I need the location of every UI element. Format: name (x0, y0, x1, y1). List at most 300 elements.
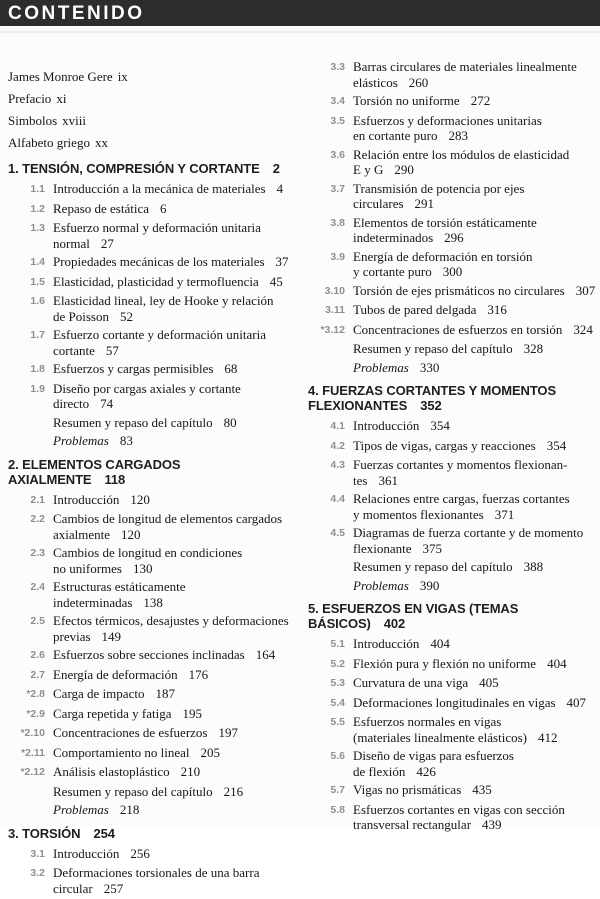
item-number: 4.3 (330, 459, 345, 471)
chapter-page-number: 402 (383, 616, 406, 631)
chapter-heading-text: 5. ESFUERZOS EN VIGAS (TEMAS BÁSICOS) (308, 601, 519, 631)
item-line-text: flexionante (353, 540, 412, 556)
item-text (353, 559, 543, 575)
toc-columns (0, 33, 600, 899)
item-text (353, 656, 567, 673)
front-matter-text: Simbolos (8, 113, 58, 128)
item-page-number: 324 (573, 321, 593, 337)
item-page-number: 68 (224, 361, 238, 376)
item-line-text: Análisis elastoplástico (53, 764, 170, 779)
item-text-line (53, 629, 289, 645)
item-line-text: Introducción (53, 845, 120, 861)
item-text-line (353, 215, 537, 231)
toc-column-right (302, 33, 596, 899)
item-text-line (53, 181, 283, 197)
item-text-line (353, 764, 514, 780)
chapter-heading-line (308, 383, 596, 398)
chapter-heading-line (8, 457, 292, 487)
toc-item (308, 656, 596, 673)
item-line-text: Deformaciones longitudinales en vigas (353, 694, 556, 710)
item-text (53, 415, 237, 431)
item-text (53, 846, 150, 863)
item-text-line (53, 274, 283, 290)
toc-item (8, 274, 292, 291)
item-line-text: Estructuras estáticamente indeterminadas (53, 579, 186, 610)
item-number: 5.1 (330, 638, 345, 650)
item-text (53, 686, 175, 703)
item-text-line (53, 784, 243, 800)
item-text-line (53, 667, 208, 683)
item-text-line (353, 59, 577, 75)
item-page-number: 405 (479, 675, 499, 690)
item-text-line (53, 492, 150, 508)
item-line-text: no uniformes (53, 560, 122, 576)
item-line-text: Problemas (353, 359, 409, 375)
item-line-text: Flexión pura y flexión no uniforme (353, 655, 537, 671)
toc-item (308, 748, 596, 779)
item-page-number: 164 (255, 647, 276, 662)
item-text-line (353, 360, 439, 376)
item-page-number: 272 (470, 93, 491, 108)
item-text (353, 748, 514, 779)
item-number: 3.7 (330, 182, 345, 195)
item-page-number: 257 (103, 880, 124, 896)
item-number: 2.5 (30, 615, 45, 627)
item-text-line (53, 254, 289, 270)
item-text-line (53, 865, 259, 881)
item-number: 1.7 (30, 329, 45, 341)
item-text-line (353, 636, 450, 652)
item-text-line (53, 881, 259, 897)
item-line-text: tes (353, 472, 368, 488)
item-number: 5.4 (330, 696, 345, 709)
toc-item (308, 457, 596, 488)
toc-item (308, 438, 596, 455)
item-page-number: 6 (160, 200, 167, 216)
item-page-number: 138 (143, 594, 163, 610)
item-line-text: Resumen y repaso del capítulo (353, 559, 513, 574)
item-text-line (353, 525, 583, 541)
item-text-line (53, 561, 242, 577)
item-text (353, 457, 567, 488)
item-text-line (53, 361, 237, 377)
toc-item (8, 415, 292, 431)
toc-item (308, 695, 596, 712)
toc-item (8, 764, 292, 781)
chapter-page-number: 2 (272, 161, 280, 176)
item-page-number: 210 (180, 764, 201, 779)
item-text-line (53, 201, 167, 217)
item-line-text: cortante (53, 342, 95, 358)
front-matter-page: xi (56, 91, 67, 106)
item-number (8, 784, 45, 800)
item-number: 1.6 (30, 295, 45, 307)
item-number: 5.6 (330, 750, 345, 762)
item-number: *2.12 (20, 766, 45, 778)
item-page-number: 52 (119, 308, 133, 324)
item-page-number: 120 (121, 526, 141, 542)
item-page-number: 296 (444, 230, 464, 245)
item-line-text: Esfuerzo normal y deformación unitaria (53, 220, 261, 235)
item-number: 4.4 (330, 493, 345, 505)
toc-item (308, 249, 596, 280)
item-number: *2.10 (20, 727, 45, 739)
item-line-text: transversal rectangular (353, 817, 472, 832)
item-text-line (53, 613, 289, 629)
item-text-line (353, 559, 543, 575)
item-page-number: 4 (276, 181, 284, 196)
item-text (53, 254, 289, 271)
item-text-line (353, 249, 533, 265)
item-page-number: 74 (100, 396, 114, 411)
item-line-text: Barras circulares de materiales linealmente (353, 59, 577, 74)
chapter-heading (8, 457, 292, 487)
item-text (353, 59, 577, 90)
toc-item (8, 784, 292, 800)
toc-item (308, 215, 596, 246)
item-text (53, 706, 202, 723)
chapter-heading-text: 3. TORSIÓN (8, 825, 81, 841)
item-text-line (353, 322, 593, 338)
item-number (308, 341, 345, 357)
item-text-line (353, 802, 565, 818)
toc-item (308, 302, 596, 319)
item-line-text: en cortante puro (353, 128, 438, 143)
item-number: 5.3 (330, 677, 345, 689)
item-line-text: Fuerzas cortantes y momentos flexionan- (353, 457, 568, 472)
item-text (53, 433, 133, 449)
item-line-text: Elasticidad, plasticidad y termofluencia (53, 273, 259, 289)
item-text-line (353, 675, 499, 691)
item-line-text: E y G (353, 162, 384, 177)
item-text-line (353, 341, 543, 357)
toc-column-left (8, 33, 302, 899)
toc-item (308, 59, 596, 90)
item-text (53, 361, 237, 378)
item-line-text: Resumen y repaso del capítulo (53, 414, 213, 430)
front-matter-line (8, 111, 292, 131)
item-text-line (353, 181, 524, 197)
toc-item (308, 181, 596, 212)
item-line-text: Esfuerzos cortantes en vigas con sección (353, 801, 565, 817)
item-page-number: 435 (472, 782, 492, 797)
toc-item (8, 802, 292, 818)
item-text-line (353, 438, 566, 454)
item-line-text: Esfuerzo cortante y deformación unitaria (53, 327, 266, 342)
item-text-line (353, 93, 490, 109)
item-text-line (353, 748, 514, 764)
page-title: CONTENIDO (8, 3, 145, 24)
item-text-line (353, 491, 570, 507)
item-number: 1.1 (30, 183, 45, 195)
item-text (353, 93, 490, 110)
item-number (8, 415, 45, 431)
item-line-text: elásticos (353, 74, 398, 90)
item-text (53, 545, 242, 576)
item-page-number: 354 (430, 418, 450, 433)
item-line-text: Concentraciones de esfuerzos en torsión (353, 321, 563, 337)
chapter-heading-text: 2. ELEMENTOS CARGADOS AXIALMENTE (8, 456, 181, 487)
item-text (353, 438, 566, 455)
item-number: 1.3 (30, 222, 45, 234)
item-page-number: 404 (547, 655, 567, 671)
item-line-text: Vigas no prismáticas (353, 782, 462, 797)
item-number: 3.6 (330, 148, 345, 161)
item-page-number: 404 (430, 636, 450, 651)
toc-item (8, 865, 292, 896)
item-page-number: 260 (408, 74, 429, 90)
toc-item (308, 559, 596, 575)
front-matter-page: xviii (62, 113, 86, 128)
item-number (308, 559, 345, 575)
item-page-number: 330 (419, 359, 440, 375)
item-number: 3.5 (330, 114, 345, 127)
item-line-text: Repaso de estática (53, 200, 150, 216)
item-text-line (353, 578, 439, 594)
item-line-text: Relación entre los módulos de elasticidad (353, 146, 570, 162)
item-text (53, 784, 243, 800)
front-matter-line (8, 133, 292, 153)
item-text-line (353, 695, 586, 711)
item-number: 3.2 (30, 867, 45, 879)
item-page-number: 300 (442, 264, 463, 279)
item-number: 2.4 (30, 581, 45, 593)
item-page-number: 354 (546, 437, 567, 453)
item-text-line (353, 473, 567, 489)
item-line-text: Relaciones entre cargas, fuerzas cortantes (353, 491, 570, 506)
item-page-number: 307 (575, 282, 596, 298)
toc-item (8, 201, 292, 218)
item-page-number: 388 (523, 559, 544, 574)
item-line-text: Elementos de torsión estáticamente (353, 214, 537, 230)
toc-item (308, 283, 596, 300)
item-line-text: circulares (353, 196, 404, 211)
item-line-text: Elasticidad lineal, ley de Hooke y relación (53, 293, 274, 308)
item-text (353, 636, 450, 653)
item-page-number: 283 (448, 128, 468, 143)
item-line-text: indeterminados (353, 230, 434, 245)
item-text (53, 865, 259, 896)
item-text-line (53, 802, 139, 818)
item-line-text: Deformaciones torsionales de una barra (53, 865, 260, 880)
item-page-number: 375 (422, 540, 442, 556)
chapter-heading-text: FLEXIONANTES (308, 398, 408, 413)
item-text (53, 579, 292, 610)
item-page-number: 371 (494, 506, 515, 522)
item-line-text: Carga de impacto (53, 686, 145, 701)
chapter-heading (308, 383, 596, 413)
toc-item (308, 802, 596, 833)
toc-item (8, 361, 292, 378)
item-text-line (53, 846, 150, 862)
front-matter-page: ix (117, 69, 128, 84)
item-page-number: 80 (223, 414, 237, 430)
item-line-text: Problemas (53, 433, 109, 448)
item-text (353, 249, 533, 280)
item-number: 1.2 (30, 202, 45, 215)
item-text-line (53, 381, 292, 412)
item-number: *2.11 (21, 746, 45, 759)
item-text (53, 613, 289, 644)
item-text (53, 201, 167, 218)
item-text (53, 802, 139, 818)
item-text-line (353, 418, 450, 434)
front-matter-line (8, 67, 292, 87)
toc-item (8, 293, 292, 324)
toc-item (8, 511, 292, 542)
item-text-line (53, 343, 266, 359)
item-text (353, 714, 557, 745)
item-number: 3.1 (30, 847, 45, 860)
item-line-text: Energía de deformación (53, 666, 178, 682)
item-line-text: de flexión (353, 763, 406, 779)
item-number (8, 802, 45, 818)
item-line-text: Esfuerzos sobre secciones inclinadas (53, 647, 245, 662)
item-number: 2.1 (30, 493, 45, 506)
item-line-text: (materiales linealmente elásticos) (353, 729, 527, 745)
front-matter-text: James Monroe Gere (8, 69, 113, 84)
chapter-heading-text: 1. TENSIÓN, COMPRESIÓN Y CORTANTE (8, 161, 260, 176)
item-text (353, 802, 565, 833)
item-text-line (53, 415, 237, 431)
chapter-page-number: 352 (420, 398, 442, 413)
item-page-number: 187 (155, 686, 175, 701)
toc-item (308, 113, 596, 144)
chapter-heading (8, 826, 292, 841)
item-text-line (353, 730, 557, 746)
item-text-line (353, 128, 542, 144)
item-text-line (353, 230, 537, 246)
item-page-number: 390 (419, 577, 440, 593)
item-text-line (53, 706, 202, 722)
item-line-text: Cambios de longitud de elementos cargados (53, 511, 283, 526)
toc-item (308, 147, 596, 178)
item-text-line (353, 714, 557, 730)
item-line-text: Esfuerzos normales en vigas (353, 714, 502, 729)
toc-item (308, 322, 596, 339)
item-line-text: y cortante puro (353, 264, 432, 279)
item-text-line (353, 162, 569, 178)
item-text-line (53, 527, 282, 543)
item-text-line (53, 545, 242, 561)
item-line-text: Curvatura de una viga (353, 675, 469, 690)
item-text (53, 667, 208, 684)
item-line-text: Introducción (353, 418, 420, 433)
item-text (353, 695, 586, 712)
item-line-text: Propiedades mecánicas de los materiales (53, 254, 265, 269)
item-line-text: Energía de deformación en torsión (353, 248, 533, 264)
item-text-line (353, 302, 507, 318)
toc-item (8, 667, 292, 684)
toc-item (8, 846, 292, 863)
toc-item (308, 418, 596, 435)
item-line-text: Diseño de vigas para esfuerzos (353, 748, 514, 763)
item-number: 1.8 (30, 363, 45, 375)
item-line-text: de Poisson (53, 308, 109, 324)
toc-item (308, 714, 596, 745)
item-line-text: previas (53, 628, 91, 644)
item-page-number: 290 (394, 162, 414, 177)
toc-item (8, 579, 292, 610)
item-number (308, 578, 345, 594)
toc-item (8, 725, 292, 742)
item-text-line (53, 511, 282, 527)
item-line-text: Tubos de pared delgada (353, 302, 477, 317)
item-page-number: 205 (200, 744, 220, 760)
item-line-text: Efectos térmicos, desajustes y deformaciones (53, 613, 289, 628)
item-number: 1.9 (30, 382, 45, 395)
chapter-heading (308, 601, 596, 631)
item-page-number: 291 (414, 196, 435, 211)
item-page-number: 316 (487, 302, 507, 317)
toc-item (8, 545, 292, 576)
item-text-line (53, 647, 275, 663)
toc-item (308, 578, 596, 594)
item-text (353, 283, 595, 300)
item-number: 4.5 (330, 527, 345, 539)
item-line-text: Problemas (353, 577, 409, 593)
item-line-text: Introducción a la mecánica de materiales (53, 181, 266, 196)
item-text (53, 293, 274, 324)
toc-item (8, 381, 292, 412)
item-text (353, 215, 537, 246)
item-text (353, 675, 499, 692)
item-line-text: Resumen y repaso del capítulo (53, 783, 213, 799)
item-text (53, 511, 282, 542)
item-line-text: Introducción (53, 491, 120, 507)
item-page-number: 439 (482, 817, 502, 832)
toc-item (8, 745, 292, 762)
item-number: 3.8 (330, 216, 345, 229)
item-text-line (53, 309, 274, 325)
item-number: 2.2 (30, 513, 45, 525)
item-number: 2.7 (30, 668, 45, 681)
item-text-line (53, 220, 261, 236)
item-number: 3.3 (330, 61, 345, 73)
toc-item (8, 686, 292, 703)
item-page-number: 27 (100, 235, 114, 251)
front-matter-text: Alfabeto griego (8, 135, 90, 150)
item-text-line (53, 327, 266, 343)
front-matter-text: Prefacio (8, 91, 52, 106)
item-page-number: 130 (132, 560, 153, 576)
toc-item (8, 433, 292, 449)
item-line-text: Torsión de ejes prismáticos no circulares (353, 282, 565, 298)
toc-item (8, 647, 292, 664)
item-text (353, 578, 439, 594)
item-line-text: y momentos flexionantes (353, 506, 484, 522)
item-number: 4.2 (330, 439, 345, 452)
item-text (353, 341, 543, 357)
toc-item (8, 492, 292, 509)
item-text-line (353, 541, 583, 557)
item-text-line (53, 293, 274, 309)
item-text-line (353, 507, 570, 523)
item-text (353, 525, 583, 556)
front-matter-line (8, 89, 292, 109)
item-page-number: 256 (130, 845, 150, 861)
item-page-number: 216 (223, 783, 244, 799)
toc-item (308, 93, 596, 110)
item-number: 1.4 (30, 256, 45, 268)
item-text (353, 113, 542, 144)
item-page-number: 57 (105, 342, 119, 358)
chapter-page-number: 118 (104, 471, 126, 487)
item-text (53, 764, 200, 781)
item-number: *2.9 (26, 707, 45, 720)
item-text (353, 491, 570, 522)
item-text (353, 147, 569, 178)
